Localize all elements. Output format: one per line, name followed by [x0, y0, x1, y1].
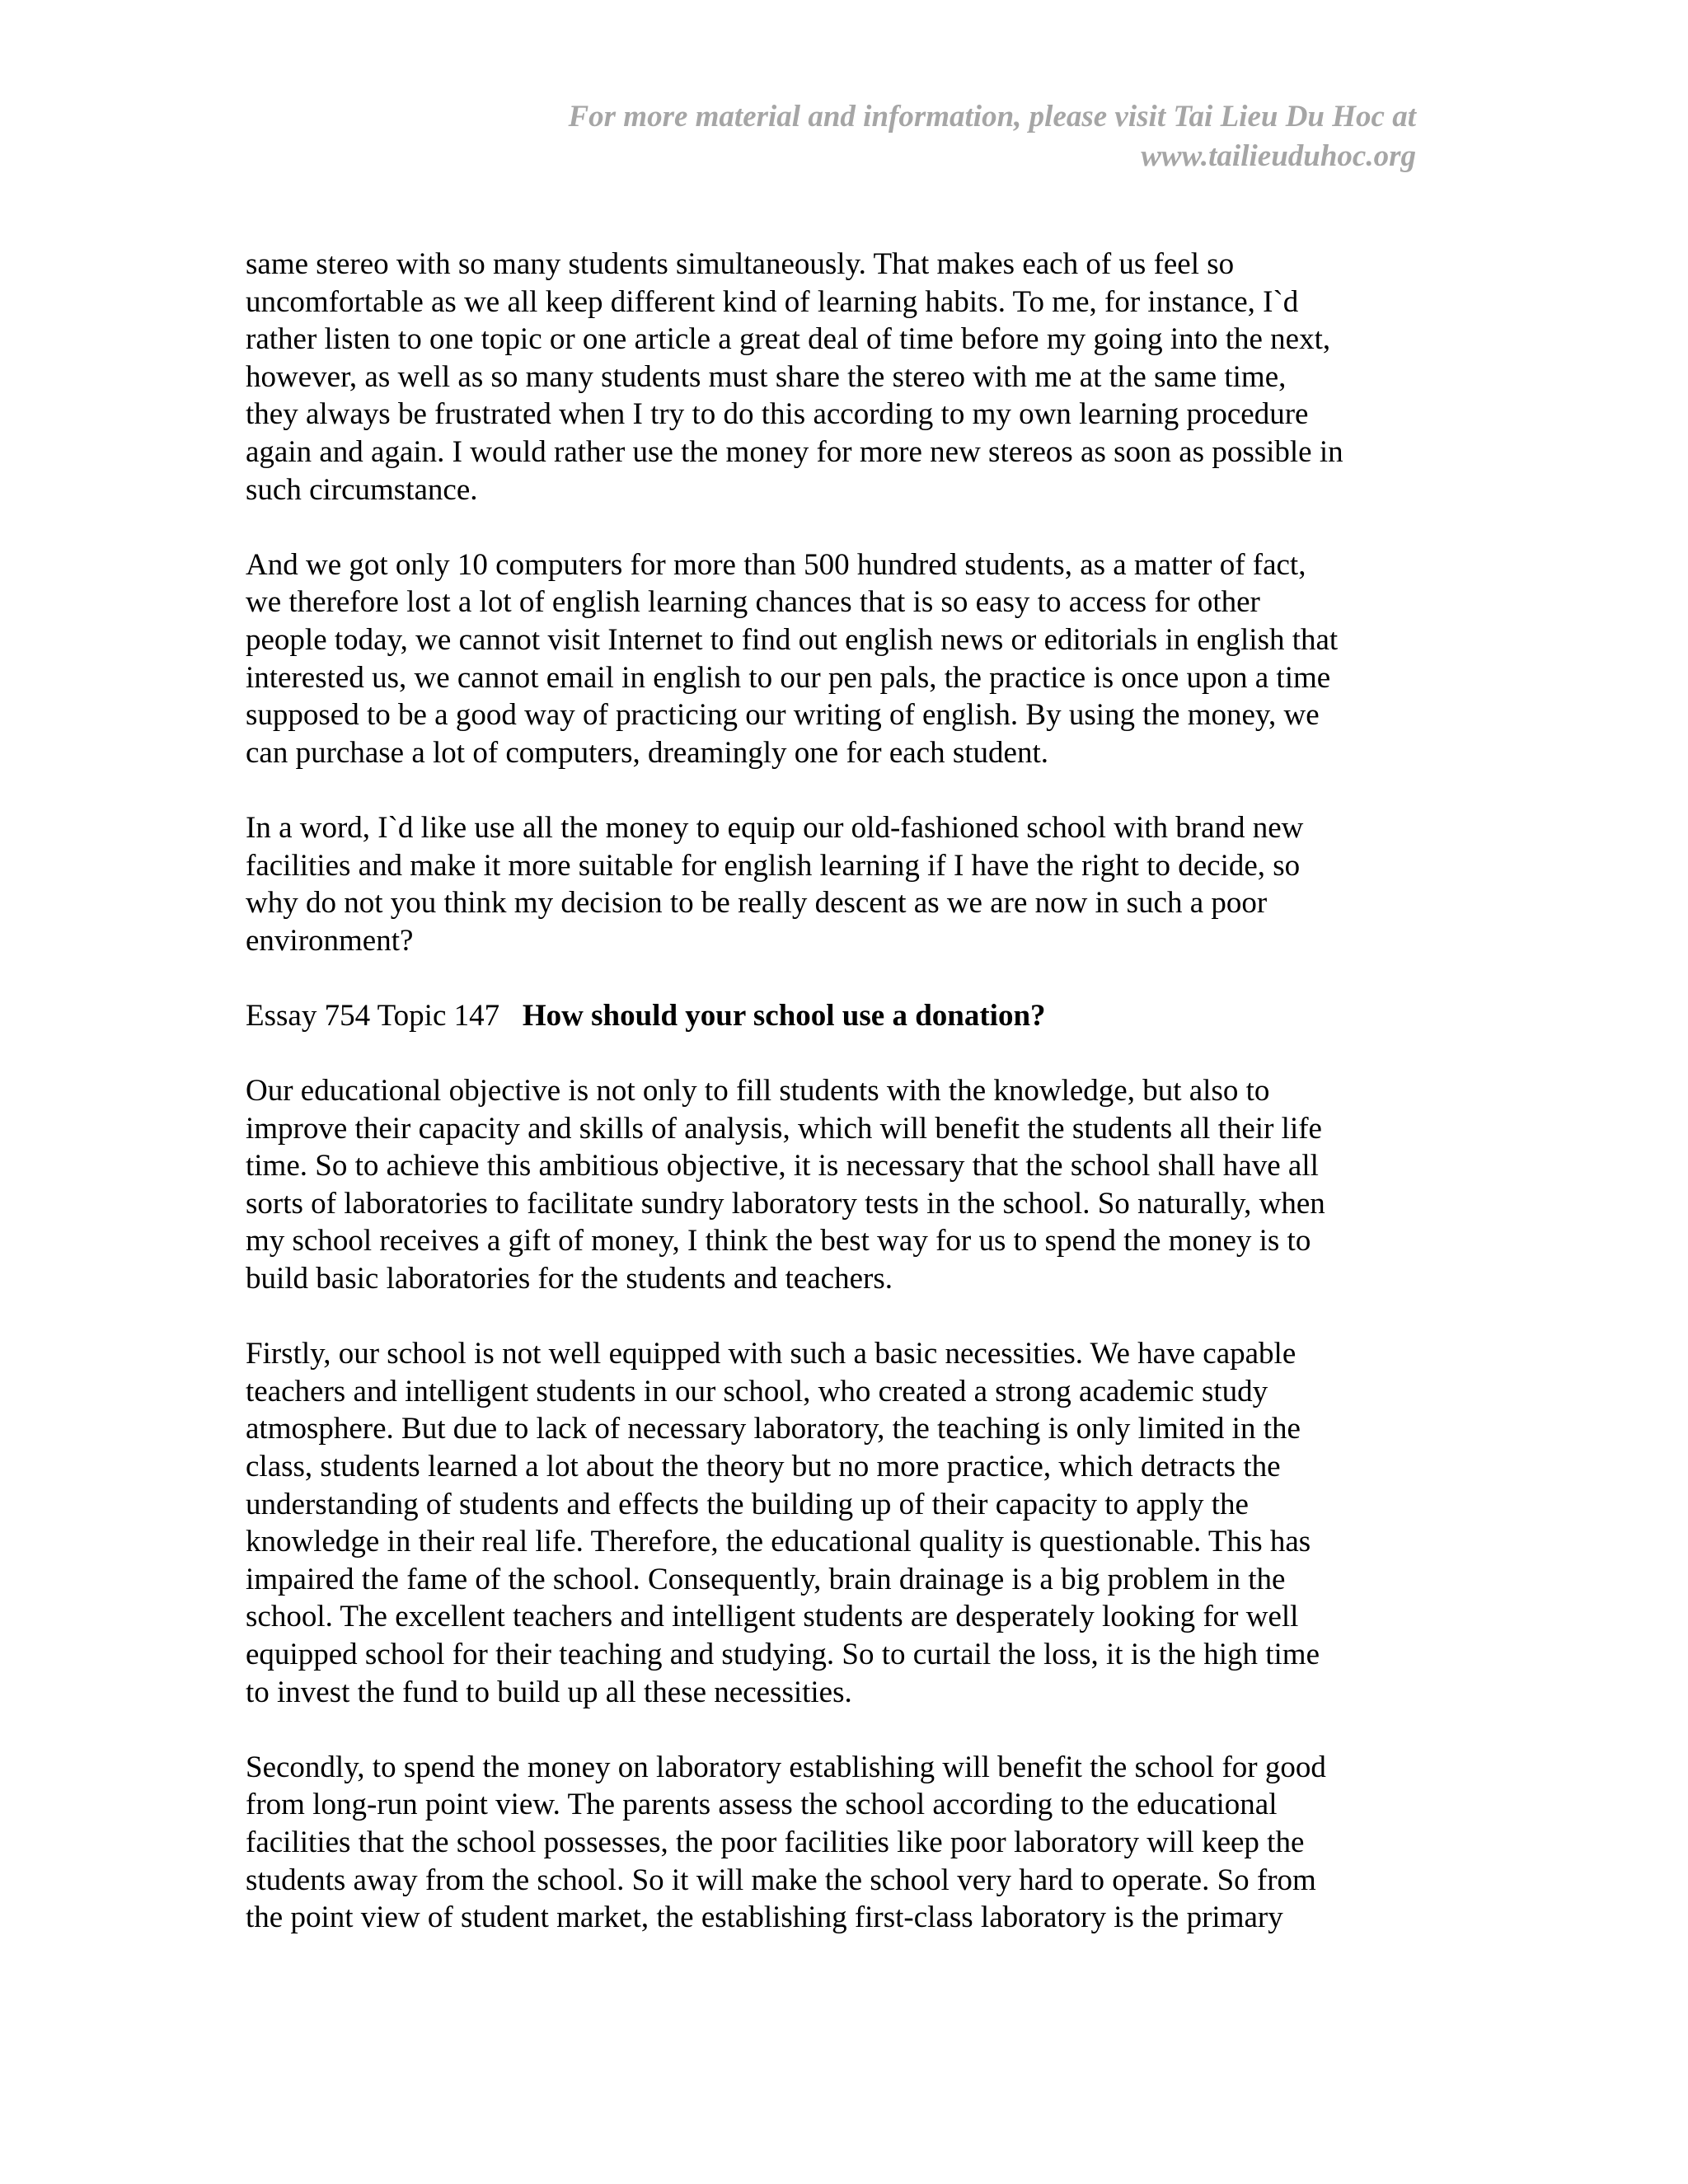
text-line: Secondly, to spend the money on laboratory establishing will benefit the school for good	[246, 1750, 1326, 1784]
text-line: however, as well as so many students must share the stereo with me at the same time,	[246, 359, 1287, 394]
text-line: environment?	[246, 923, 414, 958]
text-line: school. The excellent teachers and intelligent students are desperately looking for well	[246, 1600, 1299, 1634]
text-line: Our educational objective is not only to fill students with the knowledge, but also to	[246, 1074, 1270, 1108]
text-line: same stereo with so many students simultaneously. That makes each of us feel so	[246, 247, 1235, 281]
text-line: my school receives a gift of money, I think the best way for us to spend the money is to	[246, 1224, 1311, 1258]
essay-label: Essay 754 Topic 147	[246, 998, 500, 1033]
document-body	[246, 246, 1424, 1974]
text-line: again and again. I would rather use the money for more new stereos as soon as possible in	[246, 434, 1343, 469]
text-line: And we got only 10 computers for more than 500 hundred students, as a matter of fact,	[246, 547, 1306, 582]
paragraph-firstly	[246, 1335, 1424, 1711]
text-line: supposed to be a good way of practicing our writing of english. By using the money, we	[246, 698, 1320, 733]
text-line: from long-run point view. The parents assess the school according to the educational	[246, 1788, 1278, 1822]
text-line: the point view of student market, the establishing first-class laboratory is the primary	[246, 1900, 1283, 1935]
text-line: uncomfortable as we all keep different kind of learning habits. To me, for instance, I`d	[246, 284, 1299, 319]
text-line: class, students learned a lot about the theory but no more practice, which detracts the	[246, 1450, 1281, 1483]
text-line: teachers and intelligent students in our school, who created a strong academic study	[246, 1374, 1268, 1408]
text-line: facilities and make it more suitable for english learning if I have the right to decide, so	[246, 848, 1301, 883]
text-line: understanding of students and effects the building up of their capacity to apply the	[246, 1487, 1249, 1521]
paragraph-objective	[246, 1072, 1424, 1298]
text-line: facilities that the school possesses, the poor facilities like poor laboratory will keep the	[246, 1825, 1305, 1859]
header-line-1: For more material and information, please visit Tai Lieu Du Hoc at	[568, 100, 1416, 134]
header-line-2: www.tailieuduhoc.org	[1141, 139, 1416, 173]
text-line: such circumstance.	[246, 472, 478, 507]
essay-heading	[246, 997, 1424, 1035]
text-line: atmosphere. But due to lack of necessary laboratory, the teaching is only limited in the	[246, 1412, 1301, 1446]
text-line: students away from the school. So it will make the school very hard to operate. So from	[246, 1863, 1316, 1897]
text-line: improve their capacity and skills of analysis, which will benefit the students all their life	[246, 1111, 1322, 1146]
text-line: Firstly, our school is not well equipped with such a basic necessities. We have capable	[246, 1337, 1296, 1371]
text-line: can purchase a lot of computers, dreamingly one for each student.	[246, 735, 1048, 770]
text-line: why do not you think my decision to be really descent as we are now in such a poor	[246, 886, 1268, 921]
text-line: equipped school for their teaching and studying. So to curtail the loss, it is the high time	[246, 1637, 1320, 1671]
text-line: people today, we cannot visit Internet to find out english news or editorials in english that	[246, 622, 1339, 657]
essay-title: How should your school use a donation?	[522, 998, 1046, 1033]
text-line: we therefore lost a lot of english learning chances that is so easy to access for other	[246, 585, 1260, 620]
text-line: time. So to achieve this ambitious objective, it is necessary that the school shall have all	[246, 1149, 1319, 1183]
text-line: sorts of laboratories to facilitate sundry laboratory tests in the school. So naturally, when	[246, 1186, 1325, 1221]
text-line: knowledge in their real life. Therefore, the educational quality is questionable. This has	[246, 1525, 1311, 1559]
text-line: build basic laboratories for the students and teachers.	[246, 1262, 893, 1296]
text-line: In a word, I`d like use all the money to equip our old-fashioned school with brand new	[246, 810, 1304, 845]
page-header	[345, 97, 1416, 176]
paragraph-conclusion	[246, 809, 1424, 959]
text-line: they always be frustrated when I try to do this according to my own learning procedure	[246, 397, 1309, 432]
text-line: impaired the fame of the school. Consequently, brain drainage is a big problem in the	[246, 1562, 1286, 1596]
text-line: interested us, we cannot email in english to our pen pals, the practice is once upon a time	[246, 660, 1331, 695]
paragraph-computers	[246, 546, 1424, 772]
paragraph-stereos	[246, 246, 1424, 509]
paragraph-secondly	[246, 1749, 1424, 1937]
text-line: rather listen to one topic or one article a great deal of time before my going into the next,	[246, 322, 1331, 357]
text-line: to invest the fund to build up all these necessities.	[246, 1675, 852, 1709]
